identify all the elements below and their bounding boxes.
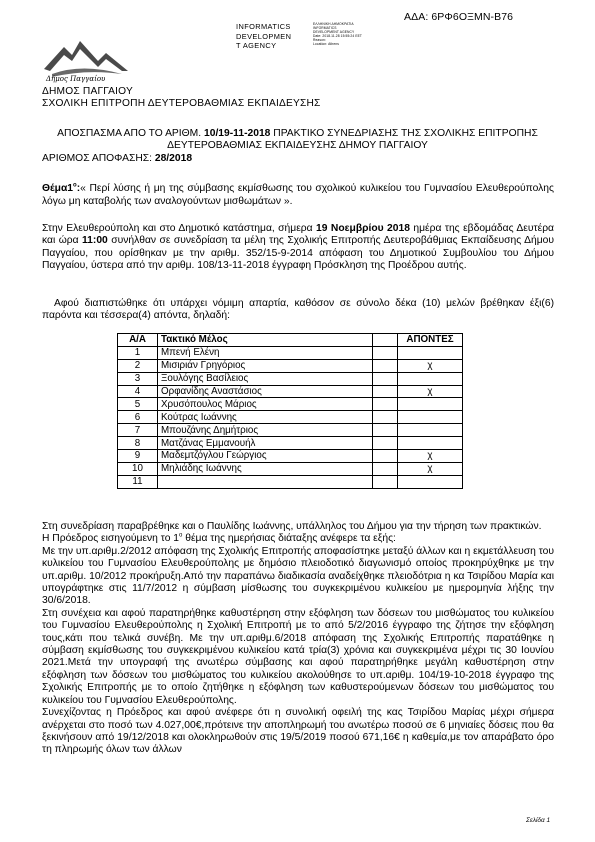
table-row bbox=[118, 359, 463, 372]
signature-detail-line: Location: Athens bbox=[313, 42, 339, 47]
table-row bbox=[118, 411, 463, 424]
member-name-cell: Ξουλόγης Βασίλειος bbox=[158, 372, 373, 385]
member-name-cell: Ορφανίδης Αναστάσιος bbox=[158, 385, 373, 398]
minutes-number: 10/19-11-2018 bbox=[203, 128, 271, 139]
absent-mark-cell: χ bbox=[398, 385, 463, 398]
absent-mark-cell: χ bbox=[398, 462, 463, 475]
signature-detail-line: Reason: bbox=[313, 38, 326, 43]
member-number-cell: 8 bbox=[118, 437, 158, 450]
spacer-cell bbox=[373, 424, 398, 437]
member-name-cell: Μπουζάνης Δημήτριος bbox=[158, 424, 373, 437]
spacer-cell bbox=[373, 450, 398, 463]
column-header-absent: ΑΠΟΝΤΕΣ bbox=[398, 334, 463, 347]
delay-paragraph: Στη συνέχεια και αφού παρατηρήθηκε καθυστέρηση στην εξόφληση των δόσεων του μισθώματος του κυλικείου του Γυμνασίου Ελευθερούπολης η Σχολική Επιτροπή με το από 5/2/2016 έγγραφο της ζήτησε την εξόφληση τους,κάτι που τελικά συνέβη. Με την υπ.αριθμ.6/2018 απόφαση της Σχολικής Επιτροπής παρατάθηκε η σύμβαση εκμίσθωσης του συγκεκριμένου κυλικείου κατά τρία(3) χρόνια και συγκεκριμένα μέχρι τις 30 Ιουνίου 2021.Μετά την υπογραφή της ανωτέρω σύμβασης και αφού παρατηρήθηκε μεγάλη καθυστέρηση στην εξόφληση των δόσεων του μισθώματος του κυλικείου ακολούθησε το υπ.αριθμ. 104/19-10-2018 έγγραφο της Σχολικής Επιτροπής με το οποίο ζητήθηκε η εξόφληση των καθυστερούμενων δόσεων του μισθώματος του κυλικείου του Γυμνασίου Ελευθερούπολης. bbox=[42, 607, 554, 706]
decision-label: ΑΡΙΘΜΟΣ ΑΠΟΦΑΣΗΣ: bbox=[42, 153, 155, 164]
excerpt-prefix: ΑΠΟΣΠΑΣΜΑ ΑΠΟ ΤΟ ΑΡΙΘΜ. bbox=[57, 128, 204, 139]
member-number-cell: 7 bbox=[118, 424, 158, 437]
meeting-date: 19 Νοεμβρίου 2018 bbox=[316, 223, 410, 234]
spacer-cell bbox=[373, 398, 398, 411]
page-number: Σελίδα 1 bbox=[526, 817, 551, 824]
member-number-cell: 2 bbox=[118, 359, 158, 372]
table-row bbox=[118, 398, 463, 411]
decision-number bbox=[42, 153, 192, 164]
member-name-cell: Μπενή Ελένη bbox=[158, 346, 373, 359]
absent-mark-cell bbox=[398, 424, 463, 437]
body-text bbox=[42, 521, 554, 757]
absent-mark-cell: χ bbox=[398, 359, 463, 372]
table-row bbox=[118, 450, 463, 463]
member-number-cell: 5 bbox=[118, 398, 158, 411]
spacer-cell bbox=[373, 475, 398, 488]
spacer-cell bbox=[373, 437, 398, 450]
member-name-cell: Χρυσόπουλος Μάριος bbox=[158, 398, 373, 411]
intro-paragraph: Στην Ελευθερούπολη και στο Δημοτικό κατάστημα, σήμερα 19 Νοεμβρίου 2018 ημέρα της εβδομάδας Δευτέρα και ώρα 11:00 συνήλθαν σε συνεδρίαση τα μέλη της Σχολικής Επιτροπής Δευτεροβάθμιας Εκπαίδευσης Δήμου Παγγαίου, που ορίσθηκαν με την αριθμ. 352/15-9-2014 απόφαση του Δημοτικού Συμβουλίου του Δήμου Παγγαίου, ύστερα από την αριθμ. 108/13-11-2018 έγγραφη Πρόσκληση της Προέδρου αυτής. bbox=[42, 223, 555, 272]
signature-detail-line: ΕΛΛΗΝΙΚΗ ΔΗΜΟΚΡΑΤΙΑ bbox=[313, 22, 354, 26]
table-row bbox=[118, 385, 463, 398]
subject-text: « Περί λύσης ή μη της σύμβασης εκμίσθωσης του σχολικού κυλικείου του Γυμνασίου Ελευθερούπολης λόγω μη καταβολής των αναλογούντων μισθωμάτων ». bbox=[42, 183, 554, 207]
column-header-number: Α/Α bbox=[118, 334, 158, 347]
member-name-cell: Μαδεμτζόγλου Γεώργιος bbox=[158, 450, 373, 463]
table-row bbox=[118, 475, 463, 488]
member-name-cell: Μισιριάν Γρηγόριος bbox=[158, 359, 373, 372]
agency-line: T AGENCY bbox=[236, 41, 277, 50]
table-row bbox=[118, 462, 463, 475]
table-row bbox=[118, 424, 463, 437]
table-row bbox=[118, 437, 463, 450]
spacer-cell bbox=[373, 385, 398, 398]
digital-signature-details bbox=[313, 22, 393, 47]
meeting-time: 11:00 bbox=[82, 235, 108, 247]
minutes-excerpt-title bbox=[20, 128, 575, 152]
quorum-paragraph: Αφού διαπιστώθηκε ότι υπάρχει νόμιμη απαρτία, καθόσον σε σύνολο δέκα (10) μελών βρέθηκαν έξι(6) παρόντα και τέσσερα(4) απόντα, δηλαδή: bbox=[42, 298, 554, 322]
agency-line: DEVELOPMEN bbox=[236, 31, 292, 41]
agency-line: INFORMATICS bbox=[236, 22, 291, 31]
absent-mark-cell bbox=[398, 398, 463, 411]
member-name-cell: Μηλιάδης Ιωάννης bbox=[158, 462, 373, 475]
member-number-cell: 10 bbox=[118, 462, 158, 475]
member-name-cell: Ματζάνας Εμμανουήλ bbox=[158, 437, 373, 450]
table-row bbox=[118, 346, 463, 359]
logo-caption: Δήμος Παγγαίου bbox=[46, 75, 106, 83]
excerpt-rest: ΠΡΑΚΤΙΚΟ ΣΥΝΕΔΡΙΑΣΗΣ ΤΗΣ ΣΧΟΛΙΚΗΣ ΕΠΙΤΡΟΠΗΣ ΔΕΥΤΕΡΟΒΑΘΜΙΑΣ ΕΚΠΑΙΔΕΥΣΗΣ ΔΗΜΟΥ ΠΑΓΓΑΙΟΥ bbox=[167, 128, 538, 151]
decision-value: 28/2018 bbox=[154, 153, 193, 164]
spacer-cell bbox=[373, 346, 398, 359]
member-name-cell bbox=[158, 475, 373, 488]
member-number-cell: 11 bbox=[118, 475, 158, 488]
member-number-cell: 9 bbox=[118, 450, 158, 463]
spacer-cell bbox=[373, 372, 398, 385]
absent-mark-cell bbox=[398, 411, 463, 424]
absent-mark-cell: χ bbox=[398, 450, 463, 463]
members-table bbox=[117, 333, 463, 489]
president-intro-paragraph: Η Πρόεδρος εισηγούμενη το $1^o$ θέμα της ημερήσιας διάταξης ανέφερε τα εξής: bbox=[42, 532, 396, 545]
column-header-spacer bbox=[373, 334, 398, 347]
table-header-row bbox=[118, 334, 463, 347]
column-header-member: Τακτικό Μέλος bbox=[158, 334, 373, 347]
member-number-cell: 1 bbox=[118, 346, 158, 359]
signature-detail-line: DEVELOPMENT AGENCY bbox=[313, 30, 355, 35]
municipality-heading: ΔΗΜΟΣ ΠΑΓΓΑΙΟΥ bbox=[42, 86, 133, 97]
proposal-paragraph: Συνεχίζοντας η Πρόεδρος και αφού ανέφερε ότι η συνολική οφειλή της κας Τσιρίδου Μαρίας μέχρι σήμερα ανέρχεται στο ποσό των 4.027,00€,πρότεινε την αποπληρωμή του ανωτέρω ποσού σε 6 μηνιαίες δόσεις που θα ξεκινήσουν από 19/12/2018 και ολοκληρωθούν στις 19/5/2019 ποσού 671,16€ η καθεμία,με τον απαράβατο όρο τη πληρωμής όλων των άλλων bbox=[42, 707, 554, 756]
subject-paragraph bbox=[42, 183, 554, 208]
spacer-cell bbox=[373, 462, 398, 475]
member-number-cell: 6 bbox=[118, 411, 158, 424]
member-name-cell: Κούτρας Ιωάννης bbox=[158, 411, 373, 424]
absent-mark-cell bbox=[398, 437, 463, 450]
ada-code: ΑΔΑ: 6ΡΦ6ΟΞΜΝ-Β76 bbox=[404, 11, 514, 23]
attendance-paragraph: Στη συνεδρίαση παραβρέθηκε και ο Παυλίδης Ιωάννης, υπάλληλος του Δήμου για την τήρηση των πρακτικών. bbox=[42, 521, 542, 532]
member-number-cell: 3 bbox=[118, 372, 158, 385]
spacer-cell bbox=[373, 411, 398, 424]
spacer-cell bbox=[373, 359, 398, 372]
table-row bbox=[118, 372, 463, 385]
signature-detail-line: INFORMATICS bbox=[313, 26, 337, 31]
subject-label: $\Theta έ\mu\alpha 1^o$: bbox=[42, 182, 81, 194]
committee-heading: ΣΧΟΛΙΚΗ ΕΠΙΤΡΟΠΗ ΔΕΥΤΕΡΟΒΑΘΜΙΑΣ ΕΚΠΑΙΔΕΥΣΗΣ bbox=[42, 98, 321, 109]
absent-mark-cell bbox=[398, 475, 463, 488]
signature-detail-line: Date: 2018.11.28 15:55:24 EET bbox=[313, 34, 363, 39]
absent-mark-cell bbox=[398, 372, 463, 385]
absent-mark-cell bbox=[398, 346, 463, 359]
history-paragraph: Με την υπ.αριθμ.2/2012 απόφαση της Σχολικής Επιτροπής αποφασίστηκε μεταξύ άλλων και η εκμετάλλευση του κυλικείου του Γυμνασίου Ελευθερούπολης με δημόσιο πλειοδοτικό διαγωνισμό οποίος προκηρύχθηκε με την υπ.αριθμ. 10/2012 προκήρυξη.Από την παραπάνω διαδικασία αναδείχθηκε πλειοδότρια η κα Τσιρίδου Μαρία και υπογράφτηκε στις 11/7/2012 η σύμβαση μίσθωσης του συγκεκριμένου κυλικείου με ημερομηνία λήξης την 30/6/2018. bbox=[42, 545, 554, 607]
member-number-cell: 4 bbox=[118, 385, 158, 398]
